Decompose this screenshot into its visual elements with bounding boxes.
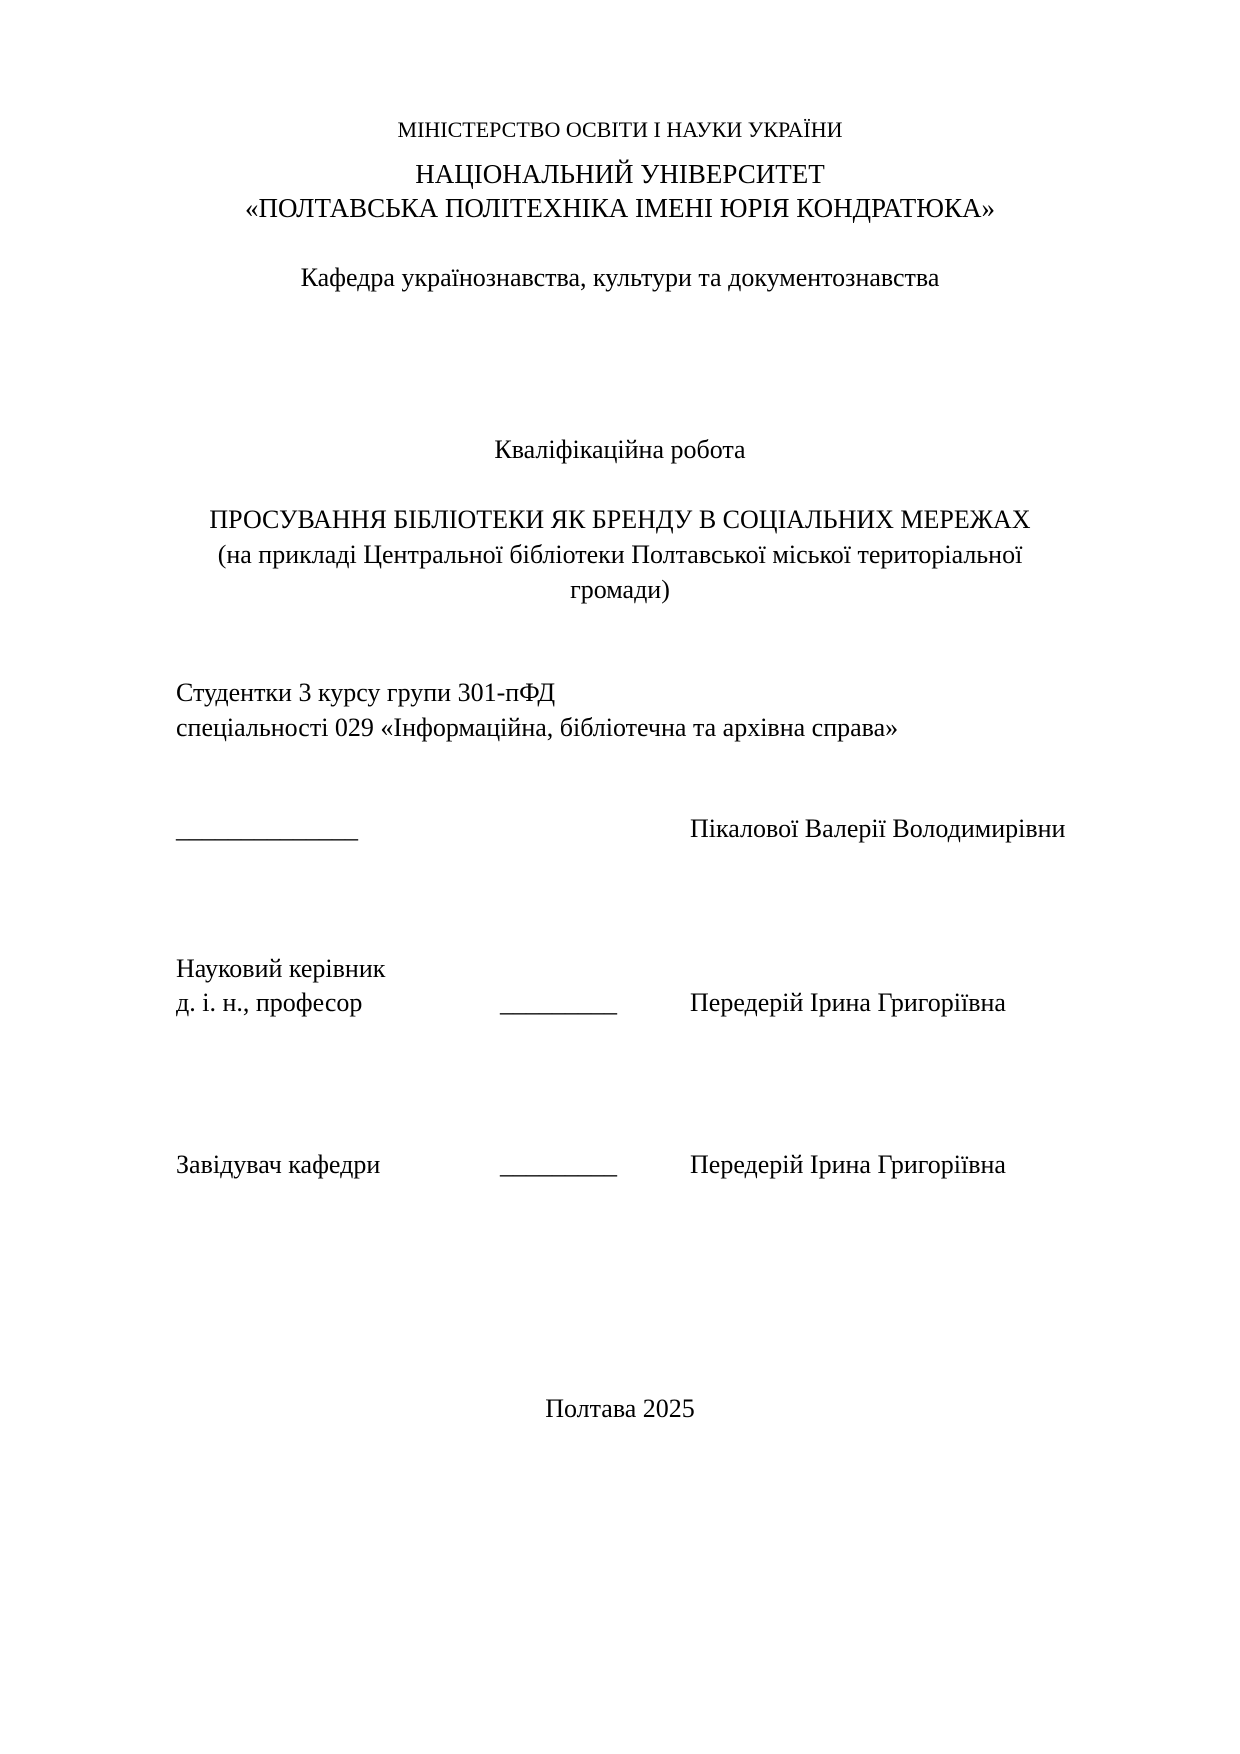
student-name: Пікалової Валерії Володимирівни	[690, 814, 1066, 843]
supervisor-signature-line: _________	[500, 988, 617, 1017]
student-signature-line: ______________	[176, 814, 358, 843]
head-signature-line: _________	[500, 1150, 617, 1179]
student-course-group: Студентки 3 курсу групи 301-пФД	[176, 678, 556, 707]
city-year: Полтава 2025	[545, 1394, 695, 1423]
supervisor-name: Передерій Ірина Григоріївна	[690, 988, 1006, 1017]
department-name: Кафедра українознавства, культури та документознавства	[300, 263, 940, 292]
supervisor-degree: д. і. н., професор	[176, 988, 363, 1017]
ministry-name: МІНІСТЕРСТВО ОСВІТИ І НАУКИ УКРАЇНИ	[397, 117, 843, 142]
work-type: Кваліфікаційна робота	[494, 435, 746, 464]
supervisor-role: Науковий керівник	[176, 954, 386, 983]
university-name-line1: НАЦІОНАЛЬНИЙ УНІВЕРСИТЕТ	[415, 159, 825, 189]
university-name-line2: «ПОЛТАВСЬКА ПОЛІТЕХНІКА ІМЕНІ ЮРІЯ КОНДРАТЮКА»	[244, 193, 995, 223]
student-specialty: спеціальності 029 «Інформаційна, бібліотечна та архівна справа»	[176, 713, 899, 742]
work-title-line3: громади)	[570, 575, 670, 604]
work-title-line1: ПРОСУВАННЯ БІБЛІОТЕКИ ЯК БРЕНДУ В СОЦІАЛЬНИХ МЕРЕЖАХ	[209, 505, 1031, 534]
head-role: Завідувач кафедри	[176, 1150, 381, 1179]
work-title-line2: (на прикладі Центральної бібліотеки Полтавської міської територіальної	[217, 540, 1023, 569]
head-name: Передерій Ірина Григоріївна	[690, 1150, 1006, 1179]
